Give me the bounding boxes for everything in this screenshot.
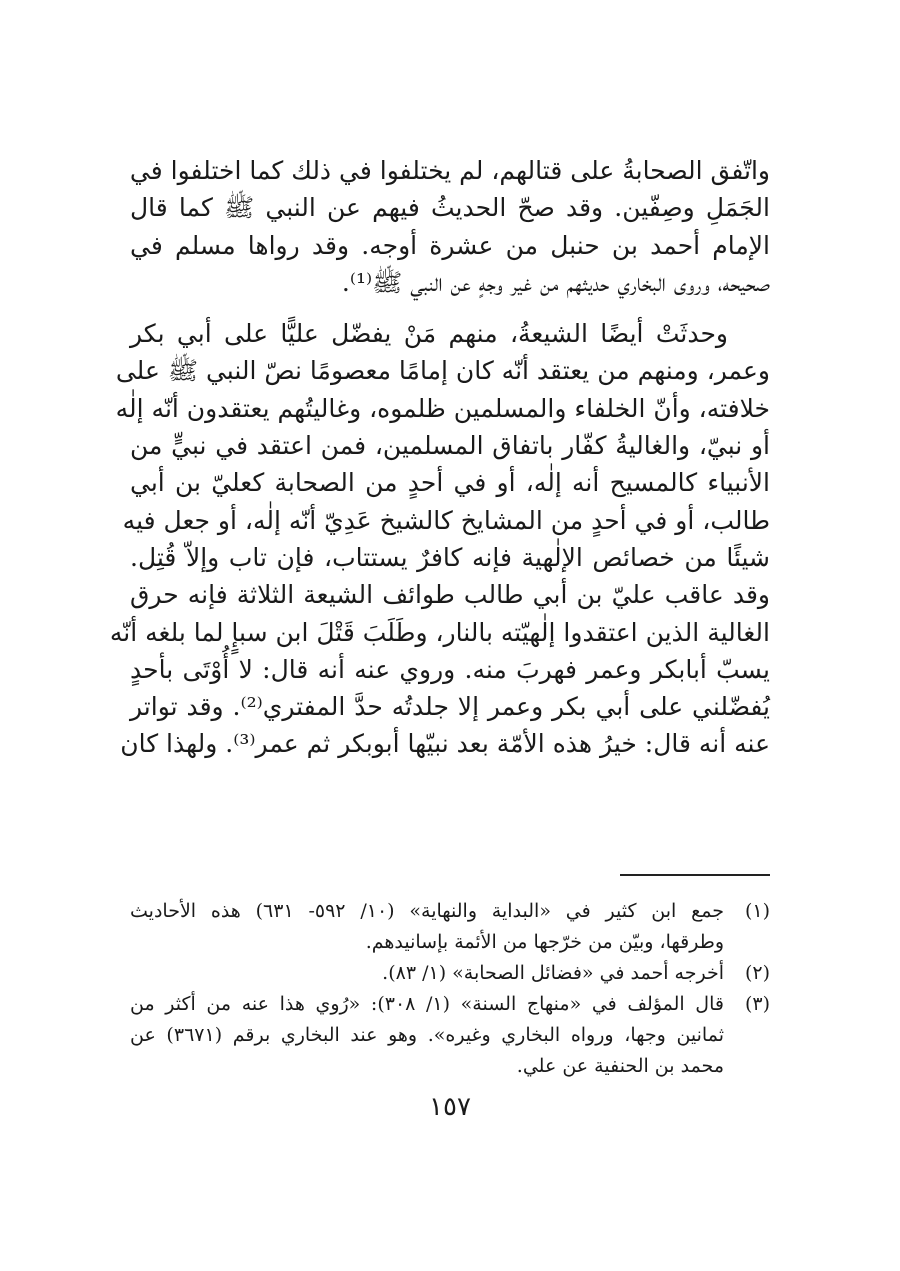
footnote-line: قال المؤلف في «منهاج السنة» (١/ ٣٠٨): «رُوي هذا عنه من أكثر من: [130, 993, 724, 1015]
text-line: يسبّ أبابكر وعمر فهربَ منه. وروي عنه أنه قال: لا أُوْتَى بأحدٍ: [130, 654, 770, 684]
text-line: الإمام أحمد بن حنبل من عشرة أوجه. وقد رواها مسلم في: [130, 230, 770, 260]
footnote-text: [130, 958, 724, 989]
footnote-text: [130, 896, 724, 958]
footnotes: [130, 896, 770, 1082]
footnote-line: وطرقها، وبيّن من خرّجها من الأئمة بإسانيدهم.: [365, 931, 724, 953]
text-line: الأنبياء كالمسيح أنه إلٰه، أو في أحدٍ من الصحابة كعليّ بن أبي: [130, 468, 770, 498]
text-line: أو نبيّ، والغاليةُ كفّار باتفاق المسلمين، فمن اعتقد في نبيٍّ من: [130, 431, 770, 461]
footnote-1: [130, 896, 770, 958]
footnote-text: [130, 989, 724, 1082]
text-line: وقد عاقب عليّ بن أبي طالب طوائف الشيعة الثلاثة فإنه حرق: [130, 580, 770, 610]
text-line: الغالية الذين اعتقدوا إلٰهيّته بالنار، وطَلَبَ قَتْلَ ابن سبإٍ لما بلغه أنّه: [109, 617, 770, 647]
footnote-line: جمع ابن كثير في «البداية والنهاية» (١٠/ ٥٩٢- ٦٣١) هذه الأحاديث: [130, 900, 724, 922]
text-line: خلافته، وأنّ الخلفاء والمسلمين ظلموه، وغاليتُهم يعتقدون أنّه إلٰه: [115, 393, 770, 423]
footnote-3: [130, 989, 770, 1082]
text-line: شيئًا من خصائص الإلٰهية فإنه كافرٌ يستتاب، فإن تاب وإلاّ قُتِل.: [130, 542, 770, 572]
footnote-number: (٢): [744, 962, 770, 984]
paragraph-1: [130, 152, 770, 301]
main-text: [109, 152, 770, 763]
page-number: ١٥٧: [429, 1092, 471, 1122]
paragraph-2: [109, 315, 770, 763]
text-line: وحدثَتْ أيضًا الشيعةُ، منهم مَنْ يفضّل عليًّا على أبي بكر: [130, 319, 728, 349]
footnote-number: (٣): [744, 993, 770, 1015]
text-line: عنه أنه قال: خيرُ هذه الأمّة بعد نبيّها أبوبكر ثم عمر⁽³⁾. ولهذا كان: [120, 729, 770, 759]
text-line: واتّفق الصحابةُ على قتالهم، لم يختلفوا في ذلك كما اختلفوا في: [129, 156, 770, 185]
text-line: الجَمَلِ وصِفّين. وقد صحّ الحديثُ فيهم عن النبي ﷺ كما قال: [130, 193, 770, 223]
footnote-2: [130, 958, 770, 989]
text-line: طالب، أو في أحدٍ من المشايخ كالشيخ عَدِيّ أنّه إلٰه، أو جعل فيه: [122, 505, 770, 535]
footnote-number: (١): [744, 900, 770, 922]
footnote-line: محمد بن الحنفية عن علي.: [516, 1055, 724, 1077]
footnote-line: ثمانين وجها، ورواه البخاري وغيره». وهو عند البخاري برقم (٣٦٧١) عن: [130, 1024, 724, 1046]
footnote-line: أخرجه أحمد في «فضائل الصحابة» (١/ ٨٣).: [382, 962, 724, 984]
text-line: صحيحه، وروى البخاري حديثهم من غير وجهٍ عن النبي ﷺ⁽¹⁾.: [341, 267, 770, 297]
text-line: يُفضّلني على أبي بكر وعمر إلا جلدتُه حدَّ المفتري⁽²⁾. وقد تواتر: [130, 692, 770, 722]
footnote-divider: [620, 874, 770, 876]
text-line: وعمر، ومنهم من يعتقد أنّه كان إمامًا معصومًا نصّ النبي ﷺ على: [115, 356, 770, 386]
